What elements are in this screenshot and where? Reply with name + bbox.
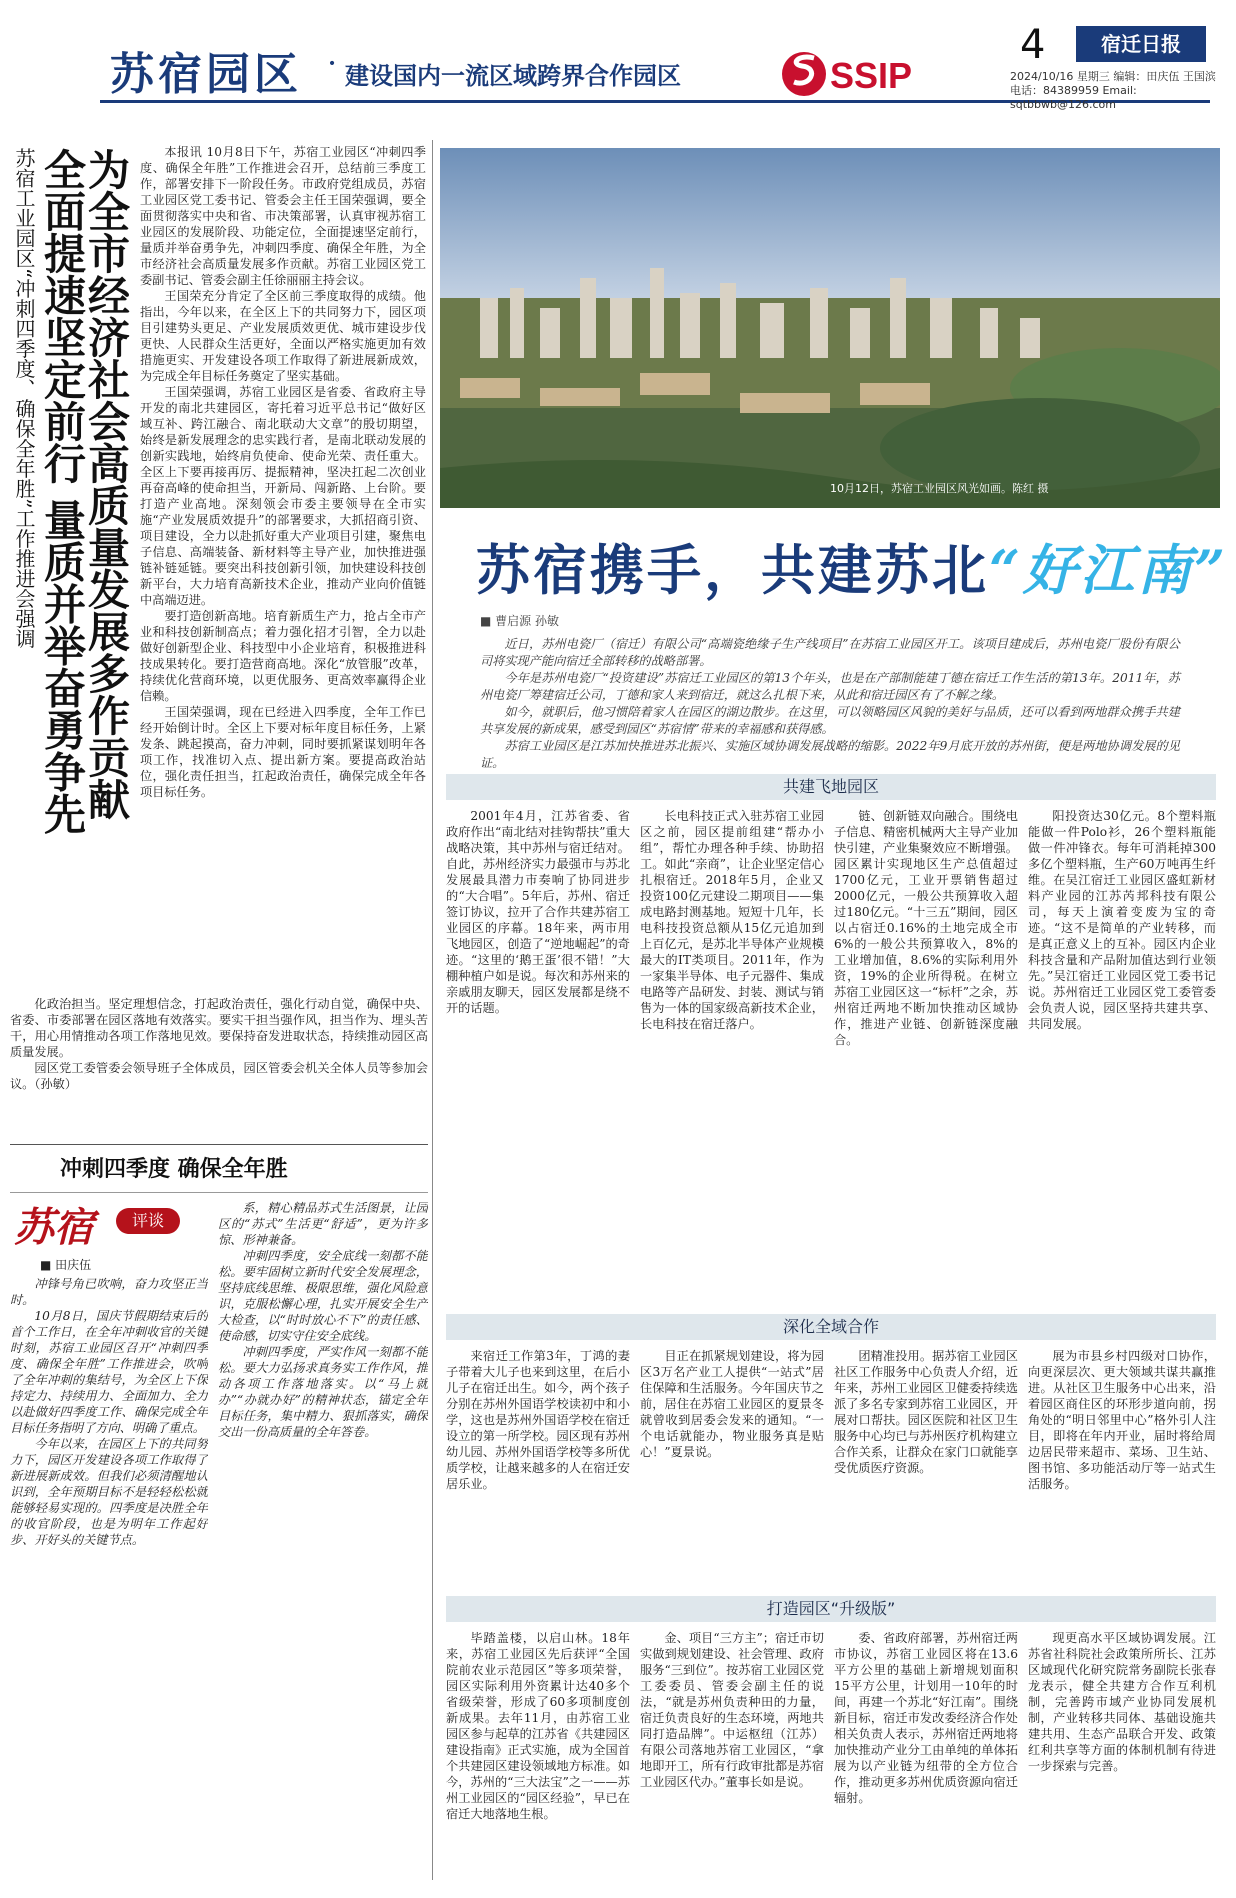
commentary-badge: 评谈 — [116, 1208, 180, 1234]
headline-text: 苏宿携手，共建苏北 — [476, 538, 989, 602]
paragraph: 链、创新链双向融合。围绕电子信息、精密机械两大主导产业加快引建，产业集聚效应不断增强。园区累计实现地区生产总值超过1700亿元，工业开票销售超过2000亿元，一般公共预算收入超过180亿元。“十三五”期间，园区以占宿迁0.16%的土地完成全市6%的一般公共预算收入，8%的工业增加值，8.6%的实际利用外资，19%的企业所得税。在树立苏宿工业园区这一“标杆”之余，苏州宿迁两地不断加快推动区域协作，推进产业链、创新链深度融合。 — [834, 809, 1018, 1047]
section-divider — [10, 1192, 428, 1193]
paragraph: 今年以来，在园区上下的共同努力下，园区开发建设各项工作取得了新进展新成效。但我们必须清醒地认识到，全年预期目标不是轻轻松松就能够轻易实现的。四季度是决胜全年的收官阶段，也是为明年工作起好步、开好头的关键节点。 — [10, 1437, 208, 1547]
section-title: 苏宿园区 — [110, 49, 302, 100]
commentary-author: ■ 田庆伍 — [40, 1258, 92, 1272]
paragraph: 如今，就职后，他习惯陪着家人在园区的湖边散步。在这里，可以领略园区风貌的美好与品质，还可以看到两地群众携手共建共享发展的新成果，感受到园区“苏宿情”带来的幸福感和获得感。 — [480, 705, 1180, 736]
section-divider — [10, 1144, 428, 1145]
feature-column — [1028, 808, 1216, 1308]
commentary-body — [218, 1200, 428, 1886]
headline-highlight: “好江南” — [989, 538, 1229, 602]
page-meta — [1010, 70, 1225, 112]
paragraph: 金、项目“三方主”；宿迁市切实做到规划建设、社会管理、政府服务“三到位”。按苏宿工业园区党工委委员、管委会副主任的说法，“就是苏州负责种田的力量，宿迁负责良好的生态环境，两地共同打造品牌”。中运枢纽（江苏）有限公司落地苏宿工业园区，“拿地即开工，所有行政审批都是苏宿工业园区代办。”董事长如是说。 — [640, 1631, 824, 1789]
article-body-continued — [10, 996, 428, 1136]
paragraph: 委、省政府部署，苏州宿迁两市协议，苏宿工业园区将在13.6平方公里的基础上新增规划面积15平方公里，计划用一10年的时间，再建一个苏北“好江南”。围绕新目标，宿迁市发改委经济合作处相关负责人表示，苏州宿迁两地将加快推动产业分工由单纯的单体拓展为以产业链为纽带的全方位合作，推动更多苏州优质资源向宿迁辐射。 — [834, 1631, 1018, 1805]
paragraph: 系，精心精品苏式生活图景，让园区的“苏式”生活更“舒适”，更为许多惊、形神兼备。 — [218, 1201, 428, 1247]
paragraph: 现更高水平区域协调发展。江苏省社科院社会政策所所长、江苏区域现代化研究院常务副院长张春龙表示，健全共建方合作互利机制，完善跨市域产业协同发展机制，产业转移共同体、基础设施共建共用、生态产品联合开发、政策红利共享等方面的体制机制有待进一步探索与完善。 — [1028, 1631, 1216, 1773]
paragraph: 冲刺四季度，严实作风一刻都不能松。要大力弘扬求真务实工作作风，推动各项工作落地落实。以“马上就办”“办就办好”的精神状态，锚定全年目标任务，集中精力、狠抓落实，确保交出一份高质量的全年答卷。 — [218, 1345, 428, 1439]
aerial-photo — [440, 148, 1220, 508]
paragraph: 目正在抓紧规划建设，将为园区3万名产业工人提供“一站式”居住保障和生活服务。今年国庆节之前，居住在苏宿工业园区的夏景冬就曾收到居委会发来的通知。“一个电话就能办，物业服务真是贴心！”夏景说。 — [640, 1349, 824, 1459]
paragraph: 毕踏盖楼，以启山林。18年来，苏宿工业园区先后获评“全国院前农业示范园区”等多项荣誉，园区实际利用外资累计达40多个省级荣誉，形成了60多项制度创新成果。去年11月，由苏宿工业园区参与起草的江苏省《共建园区建设指南》正式实施，成为全国首个共建园区建设领域地方标准。如今，苏州的“三大法宝”之一——苏州工业园区的“园区经验”，早已在宿迁大地落地生根。 — [446, 1631, 630, 1821]
feature-headline — [476, 528, 1228, 605]
feature-column — [446, 1630, 630, 1886]
article-body — [140, 144, 426, 984]
feature-column — [446, 1348, 630, 1588]
commentary-brand: 苏宿 — [14, 1204, 94, 1251]
paper-name: 宿迁日报 — [1076, 26, 1206, 62]
paragraph: 阳投资达30亿元。8个塑料瓶能做一件Polo衫，26个塑料瓶能做一件冲锋衣。每年可消耗掉300多亿个塑料瓶，生产60万吨再生纤维。在吴江宿迁工业园区盛虹新材料产业园的江苏芮邦科技有限公司，每天上演着变废为宝的奇迹。“这不是简单的产业转移，而是真正意义上的互补。园区内企业科技含量和产品附加值达到行业领先。”吴江宿迁工业园区党工委书记说。苏州宿迁工业园区党工委管委会负责人说，园区坚持共建共享、共同发展。 — [1028, 809, 1216, 1031]
title-separator: · — [327, 44, 338, 82]
paragraph: 来宿迁工作第3年，丁鸿的妻子带着大儿子也来到这里，在后小儿子在宿迁出生。如今，两个孩子分别在苏州外国语学校读初中和小学，这也是苏州外国语学校在宿迁设立的第一所学校。园区现有苏州幼儿园、苏州外国语学校等多所优质学校，让越来越多的人在宿迁安居乐业。 — [446, 1349, 630, 1491]
paragraph: 10月8日，国庆节假期结束后的首个工作日，在全年冲刺收官的关键时刻，苏宿工业园区召开“冲刺四季度、确保全年胜”工作推进会，吹响了全年冲刺的集结号，为全区上下保持定力、持续用力、全面加力、全力以赴做好四季度工作、确保完成全年目标任务指明了方向、明确了重点。 — [10, 1309, 208, 1435]
feature-column — [834, 1630, 1018, 1886]
feature-column — [640, 1348, 824, 1588]
paragraph: 今年是苏州电瓷厂“投资建设”苏宿迁工业园区的第13个年头，也是在产部制能建丁德在宿迁工作生活的第13年。2011年，苏州电瓷厂筹建宿迁公司，丁德和家人来到宿迁，就这么扎根下来，从此和宿迁园区有了不解之缘。 — [480, 671, 1180, 702]
commentary-body — [10, 1276, 208, 1886]
paragraph: 长电科技正式入驻苏宿工业园区之前，园区提前组建“帮办小组”，帮忙办理各种手续、协助招工。如此“亲商”，让企业坚定信心扎根宿迁。2018年5月，企业又投资100亿元建设二期项目——集成电路封测基地。短短十几年，长电科技投资总额从15亿元追加到上百亿元，是苏北半导体产业规模最大的IT类项目。2011年，作为一家集半导体、电子元器件、集成电路等产品研发、封装、测试与销售为一体的国家级高新技术企业，长电科技在宿迁落户。 — [640, 809, 824, 1031]
commentary-heading: 冲刺四季度 确保全年胜 — [60, 1156, 288, 1182]
paragraph: 园区党工委管委会领导班子全体成员，园区管委会机关全体人员等参加会议。（孙敏） — [10, 1061, 428, 1091]
ssip-logo — [780, 48, 940, 100]
feature-byline: ■ 曹启源 孙敏 — [480, 614, 559, 628]
paragraph: 冲刺四季度，安全底线一刻都不能松。要牢固树立新时代安全发展理念，坚持底线思维、极限思维，强化风险意识，克服松懈心理，扎实开展安全生产大检查，以“时时放心不下”的责任感、使命感，切实守住安全底线。 — [218, 1249, 428, 1343]
paragraph: 近日，苏州电瓷厂（宿迁）有限公司“高端瓷绝缘子生产线项目”在苏宿工业园区开工。该项目建成后，苏州电瓷厂股份有限公司将实现产能向宿迁全部转移的战略部署。 — [480, 637, 1180, 668]
column-divider — [432, 140, 433, 1880]
section-band: 打造园区“升级版” — [446, 1596, 1216, 1622]
section-subtitle: 建设国内一流区域跨界合作园区 — [345, 61, 681, 90]
paragraph: 2001年4月，江苏省委、省政府作出“南北结对挂钩帮扶”重大战略决策，其中苏州与宿迁结对。自此，苏州经济实力最强市与苏北发展最具潜力市奏响了协同进步的“大合唱”。5年后，苏州、宿迁签订协议，拉开了合作共建苏宿工业园区的序幕。18年来，两市用飞地园区，创造了“逆地崛起”的奇迹。“这里的‘鹅王蛋’很不错！”大棚种植户如是说。每次和苏州来的亲戚朋友聊天，园区发展都是绕不开的话题。 — [446, 809, 630, 1015]
paragraph: 冲锋号角已吹响，奋力攻坚正当时。 — [10, 1277, 208, 1307]
article-kicker: 苏宿工业园区“冲刺四季度、确保全年胜”工作推进会强调 — [12, 148, 36, 649]
paragraph: 王国荣充分肯定了全区前三季度取得的成绩。他指出，今年以来，在全区上下的共同努力下，园区项目引建势头更足、产业发展质效更优、城市建设步伐更快、人民群众生活更好，全面以严格实施更加有效措施更实、开发建设各项工作取得了新进展新成效，为完成全年目标任务奠定了坚实基础。 — [140, 289, 426, 383]
section-band: 共建飞地园区 — [446, 774, 1216, 800]
feature-column — [640, 1630, 824, 1886]
paragraph: 王国荣强调，现在已经进入四季度，全年工作已经开始倒计时。全区上下要对标年度目标任务，上紧发条、跳起摸高，奋力冲刺，同时要抓紧谋划明年各项工作，找准切入点、提出新方案。要提高政治站位，强化责任担当，扛起政治责任，确保完成全年各项目标任务。 — [140, 705, 426, 799]
photo-caption: 10月12日，苏宿工业园区风光如画。陈红 摄 — [830, 482, 1049, 495]
paragraph: 要打造创新高地。培育新质生产力，抢占全市产业和科技创新制高点；着力强化招才引智，全力以赴做好创新型企业、科技型中小企业培育，积极推进科技成果转化。要打造营商高地。深化“放管服”改革，持续优化营商环境，以更优服务、更高效率赢得企业信赖。 — [140, 609, 426, 703]
page-number: 4 — [1020, 22, 1046, 68]
feature-lead — [480, 636, 1180, 770]
paragraph: 王国荣强调，苏宿工业园区是省委、省政府主导开发的南北共建园区，寄托着习近平总书记“做好区域互补、跨江融合、南北联动大文章”的殷切期望，始终是新发展理念的忠实践行者，是南北联动发展的创新实践地，始终肩负使命、使命光荣、责任重大。全区上下要再接再厉、提振精神，坚决扛起二次创业再奋高峰的使命担当，开新局、闯新路、上台阶。要打造产业高地。深刻领会市委主要领导在全市实施“产业发展质效提升”的部署要求，大抓招商引资、项目建设，全力以赴抓好重大产业项目引建，聚焦电子信息、高端装备、新材料等主导产业，加快推进强链补链延链。要突出科技创新引领，加快建设科技创新平台，大力培育高新技术企业，推动产业向价值链中高端迈进。 — [140, 385, 426, 607]
paragraph: 苏宿工业园区是江苏加快推进苏北振兴、实施区域协调发展战略的缩影。2022年9月底开放的苏州街，便是两地协调发展的见证。 — [480, 739, 1180, 770]
article-headline: 全面提速坚定前行 量质并举奋勇争先 — [38, 148, 87, 835]
feature-column — [834, 1348, 1018, 1588]
logo-text: SSIP — [830, 55, 913, 96]
feature-column — [446, 808, 630, 1308]
paragraph: 本报讯 10月8日下午，苏宿工业园区“冲刺四季度、确保全年胜”工作推进会召开，总结前三季度工作，部署安排下一阶段任务。市政府党组成员，苏宿工业园区党工委书记、管委会主任王国荣强调，要全面贯彻落实中央和省、市决策部署，认真审视苏宿工业园区的发展阶段、功能定位，全面提速坚定前行，量质并举奋勇争先，冲刺四季度、确保全年胜，为全市经济社会高质量发展多作贡献。苏宿工业园区党工委副书记、管委会副主任徐丽丽主持会议。 — [140, 145, 426, 287]
section-band: 深化全域合作 — [446, 1314, 1216, 1340]
meta-line: 2024/10/16 星期三 编辑：田庆伍 王国滨 — [1010, 70, 1216, 83]
paragraph: 化政治担当。坚定理想信念，打起政治责任，强化行动自觉，确保中央、省委、市委部署在园区落地有效落实。要实干担当强作风，担当作为、埋头苦干，用心用情推动各项工作落地见效。要保持奋发进取状态，持续推动园区高质量发展。 — [10, 997, 428, 1059]
paragraph: 展为市县乡村四级对口协作，向更深层次、更大领域共谋共赢推进。从社区卫生服务中心出来，沿着园区商住区的环形步道向前，拐角处的“明日邻里中心”格外引人注目，即将在年内开业，届时将给周边居民带来超市、菜场、卫生站、图书馆、多功能活动厅等一站式生活服务。 — [1028, 1349, 1216, 1491]
feature-column — [1028, 1348, 1216, 1588]
feature-column — [834, 808, 1018, 1308]
feature-column — [1028, 1630, 1216, 1886]
meta-line: 电话：84389959 Email: sqtbbwb@126.com — [1010, 84, 1137, 111]
article-headline: 为全市经济社会高质量发展多作贡献 — [82, 148, 131, 820]
feature-column — [640, 808, 824, 1308]
paragraph: 团精准投用。据苏宿工业园区社区工作服务中心负责人介绍，近年来，苏州工业园区卫健委持续选派了多名专家到苏宿工业园区，开展对口帮扶。园区医院和社区卫生服务中心均已与苏州医疗机构建立合作关系，让群众在家门口就能享受优质医疗资源。 — [834, 1349, 1018, 1475]
